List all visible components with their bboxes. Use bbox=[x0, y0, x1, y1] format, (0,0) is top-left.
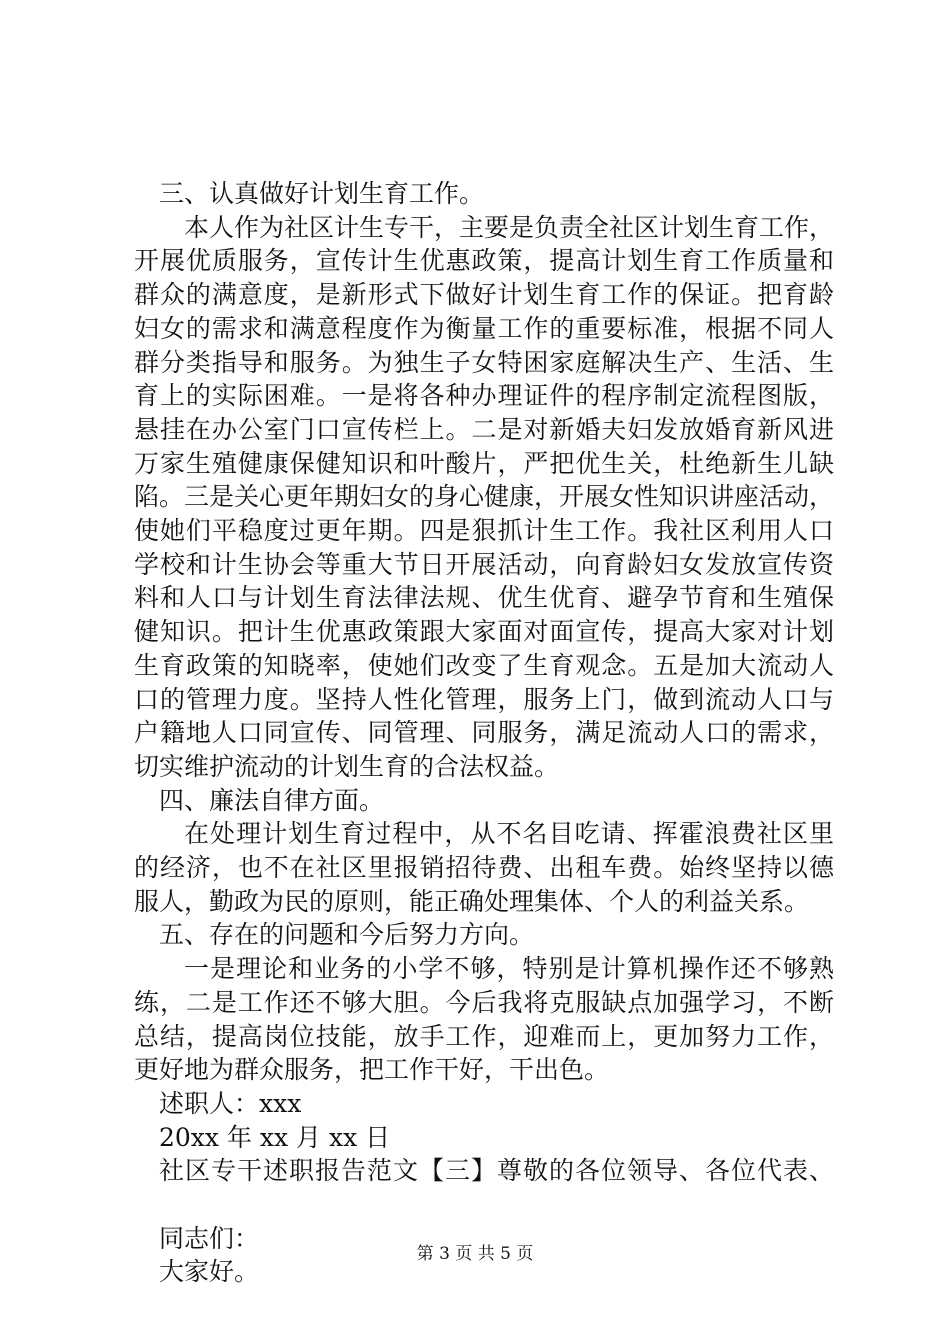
paragraph-line bbox=[134, 1187, 834, 1222]
paragraph-line: 妇女的需求和满意程度作为衡量工作的重要标准，根据不同人 bbox=[134, 314, 834, 343]
paragraph-line: 使她们平稳度过更年期。四是狠抓计生工作。我社区利用人口 bbox=[134, 516, 834, 545]
paragraph-line: 健知识。把计生优惠政策跟大家面对面宣传，提高大家对计划 bbox=[134, 617, 834, 646]
paragraph-line: 三、认真做好计划生育工作。 bbox=[159, 179, 485, 208]
paragraph-line: 万家生殖健康保健知识和叶酸片，严把优生关，杜绝新生儿缺 bbox=[134, 449, 834, 478]
paragraph-line: 育上的实际困难。一是将各种办理证件的程序制定流程图版， bbox=[134, 381, 834, 410]
paragraph-line: 户籍地人口同宣传、同管理、同服务，满足流动人口的需求， bbox=[134, 718, 834, 747]
paragraph-line: 群分类指导和服务。为独生子女特困家庭解决生产、生活、生 bbox=[134, 348, 834, 377]
paragraph-line: 群众的满意度，是新形式下做好计划生育工作的保证。把育龄 bbox=[134, 280, 834, 309]
paragraph-line: 述职人：xxx bbox=[159, 1089, 302, 1118]
paragraph-line: 口的管理力度。坚持人性化管理，服务上门，做到流动人口与 bbox=[134, 685, 834, 714]
paragraph-line: 20xx 年 xx 月 xx 日 bbox=[159, 1123, 391, 1152]
paragraph-line: 开展优质服务，宣传计生优惠政策，提高计划生育工作质量和 bbox=[134, 246, 834, 275]
paragraph-line: 学校和计生协会等重大节日开展活动，向育龄妇女发放宣传资 bbox=[134, 550, 834, 579]
paragraph-line: 更好地为群众服务，把工作干好，干出色。 bbox=[134, 1055, 610, 1084]
paragraph-line: 料和人口与计划生育法律法规、优生优育、避孕节育和生殖保 bbox=[134, 583, 834, 612]
paragraph-line: 四、廉法自律方面。 bbox=[159, 786, 385, 815]
paragraph-line: 服人，勤政为民的原则，能正确处理集体、个人的利益关系。 bbox=[134, 887, 810, 916]
paragraph-line: 生育政策的知晓率，使她们改变了生育观念。五是加大流动人 bbox=[134, 651, 834, 680]
paragraph-line: 大家好。 bbox=[159, 1257, 260, 1286]
paragraph-line: 一是理论和业务的小学不够，特别是计算机操作还不够熟 bbox=[184, 954, 834, 983]
paragraph-line: 的经济，也不在社区里报销招待费、出租车费。始终坚持以德 bbox=[134, 853, 834, 882]
paragraph-line: 同志们： bbox=[159, 1224, 260, 1253]
paragraph-line: 切实维护流动的计划生育的合法权益。 bbox=[134, 752, 560, 781]
paragraph-line: 五、存在的问题和今后努力方向。 bbox=[159, 920, 535, 949]
paragraph-line: 总结，提高岗位技能，放手工作，迎难而上，更加努力工作， bbox=[134, 1022, 834, 1051]
paragraph-line: 在处理计划生育过程中，从不名目吃请、挥霍浪费社区里 bbox=[184, 819, 834, 848]
paragraph-line: 社区专干述职报告范文【三】尊敬的各位领导、各位代表、 bbox=[159, 1156, 834, 1185]
paragraph-line: 陷。三是关心更年期妇女的身心健康，开展女性知识讲座活动， bbox=[134, 482, 834, 511]
paragraph-line: 本人作为社区计生专干，主要是负责全社区计划生育工作， bbox=[184, 213, 834, 242]
paragraph-line: 悬挂在办公室门口宣传栏上。二是对新婚夫妇发放婚育新风进 bbox=[134, 415, 834, 444]
paragraph-line: 练，二是工作还不够大胆。今后我将克服缺点加强学习，不断 bbox=[134, 988, 834, 1017]
page-footer: 第 3 页 共 5 页 bbox=[416, 1244, 534, 1264]
